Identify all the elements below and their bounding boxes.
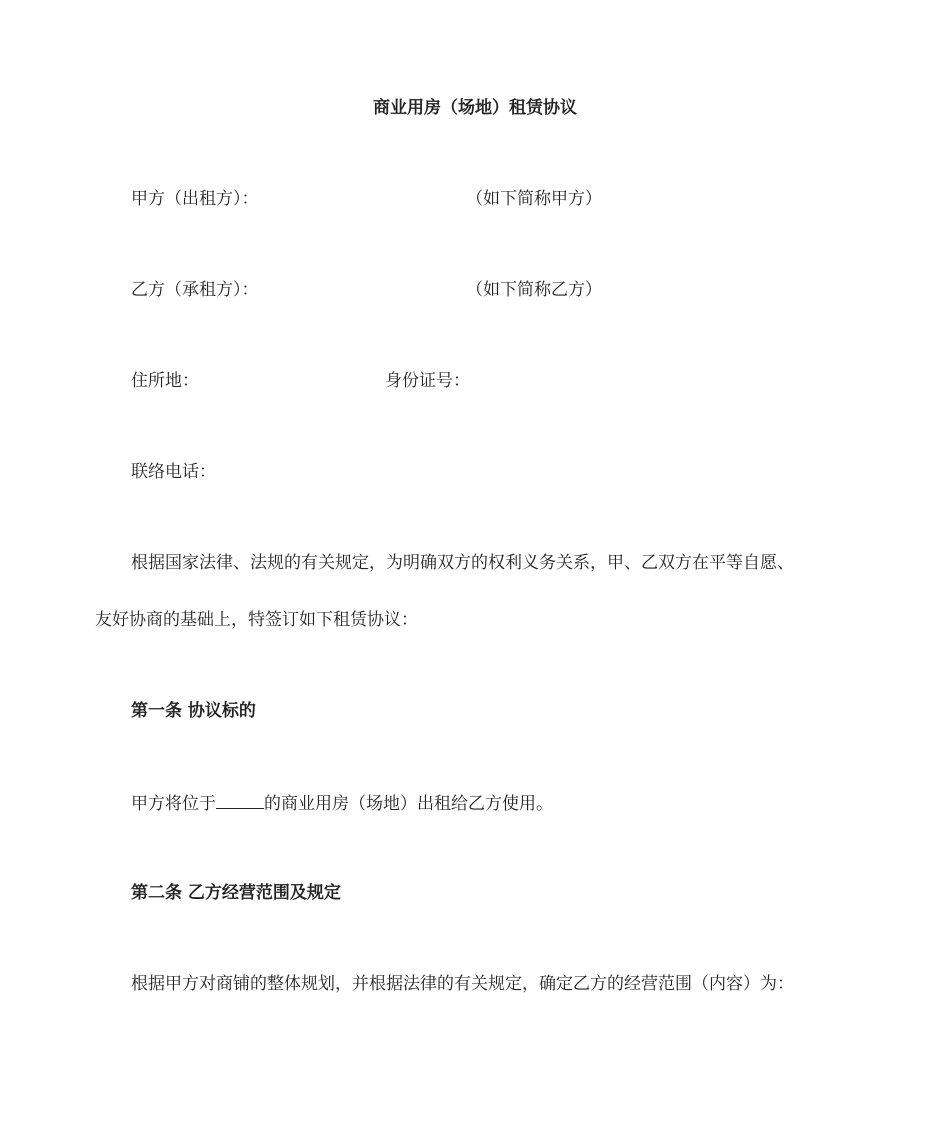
party-a-alias: （如下简称甲方） (466, 189, 602, 209)
phone-label: 联络电话： (131, 462, 216, 482)
document-title: 商业用房（场地）租赁协议 (373, 98, 577, 118)
party-b-label: 乙方（承租方）： (131, 280, 259, 300)
residence-label: 住所地： (131, 371, 199, 391)
article-2-text: 根据甲方对商铺的整体规划，并根据法律的有关规定，确定乙方的经营范围（内容）为： (131, 974, 794, 994)
party-b-alias: （如下简称乙方） (466, 280, 602, 300)
preamble-line-2: 友好协商的基础上，特签订如下租赁协议： (95, 610, 418, 630)
article-2-heading: 第二条 乙方经营范围及规定 (131, 883, 341, 903)
article-1-text (131, 790, 553, 816)
id-number-label: 身份证号： (385, 371, 470, 391)
article-1-text-after: 的商业用房（场地）出租给乙方使用。 (264, 794, 553, 814)
party-a-label: 甲方（出租方）： (131, 189, 259, 209)
location-blank (216, 790, 264, 809)
preamble-line-1: 根据国家法律、法规的有关规定，为明确双方的权利义务关系，甲、乙双方在平等自愿、 (131, 553, 794, 573)
article-1-text-before: 甲方将位于 (131, 794, 216, 814)
article-1-heading: 第一条 协议标的 (131, 701, 256, 721)
